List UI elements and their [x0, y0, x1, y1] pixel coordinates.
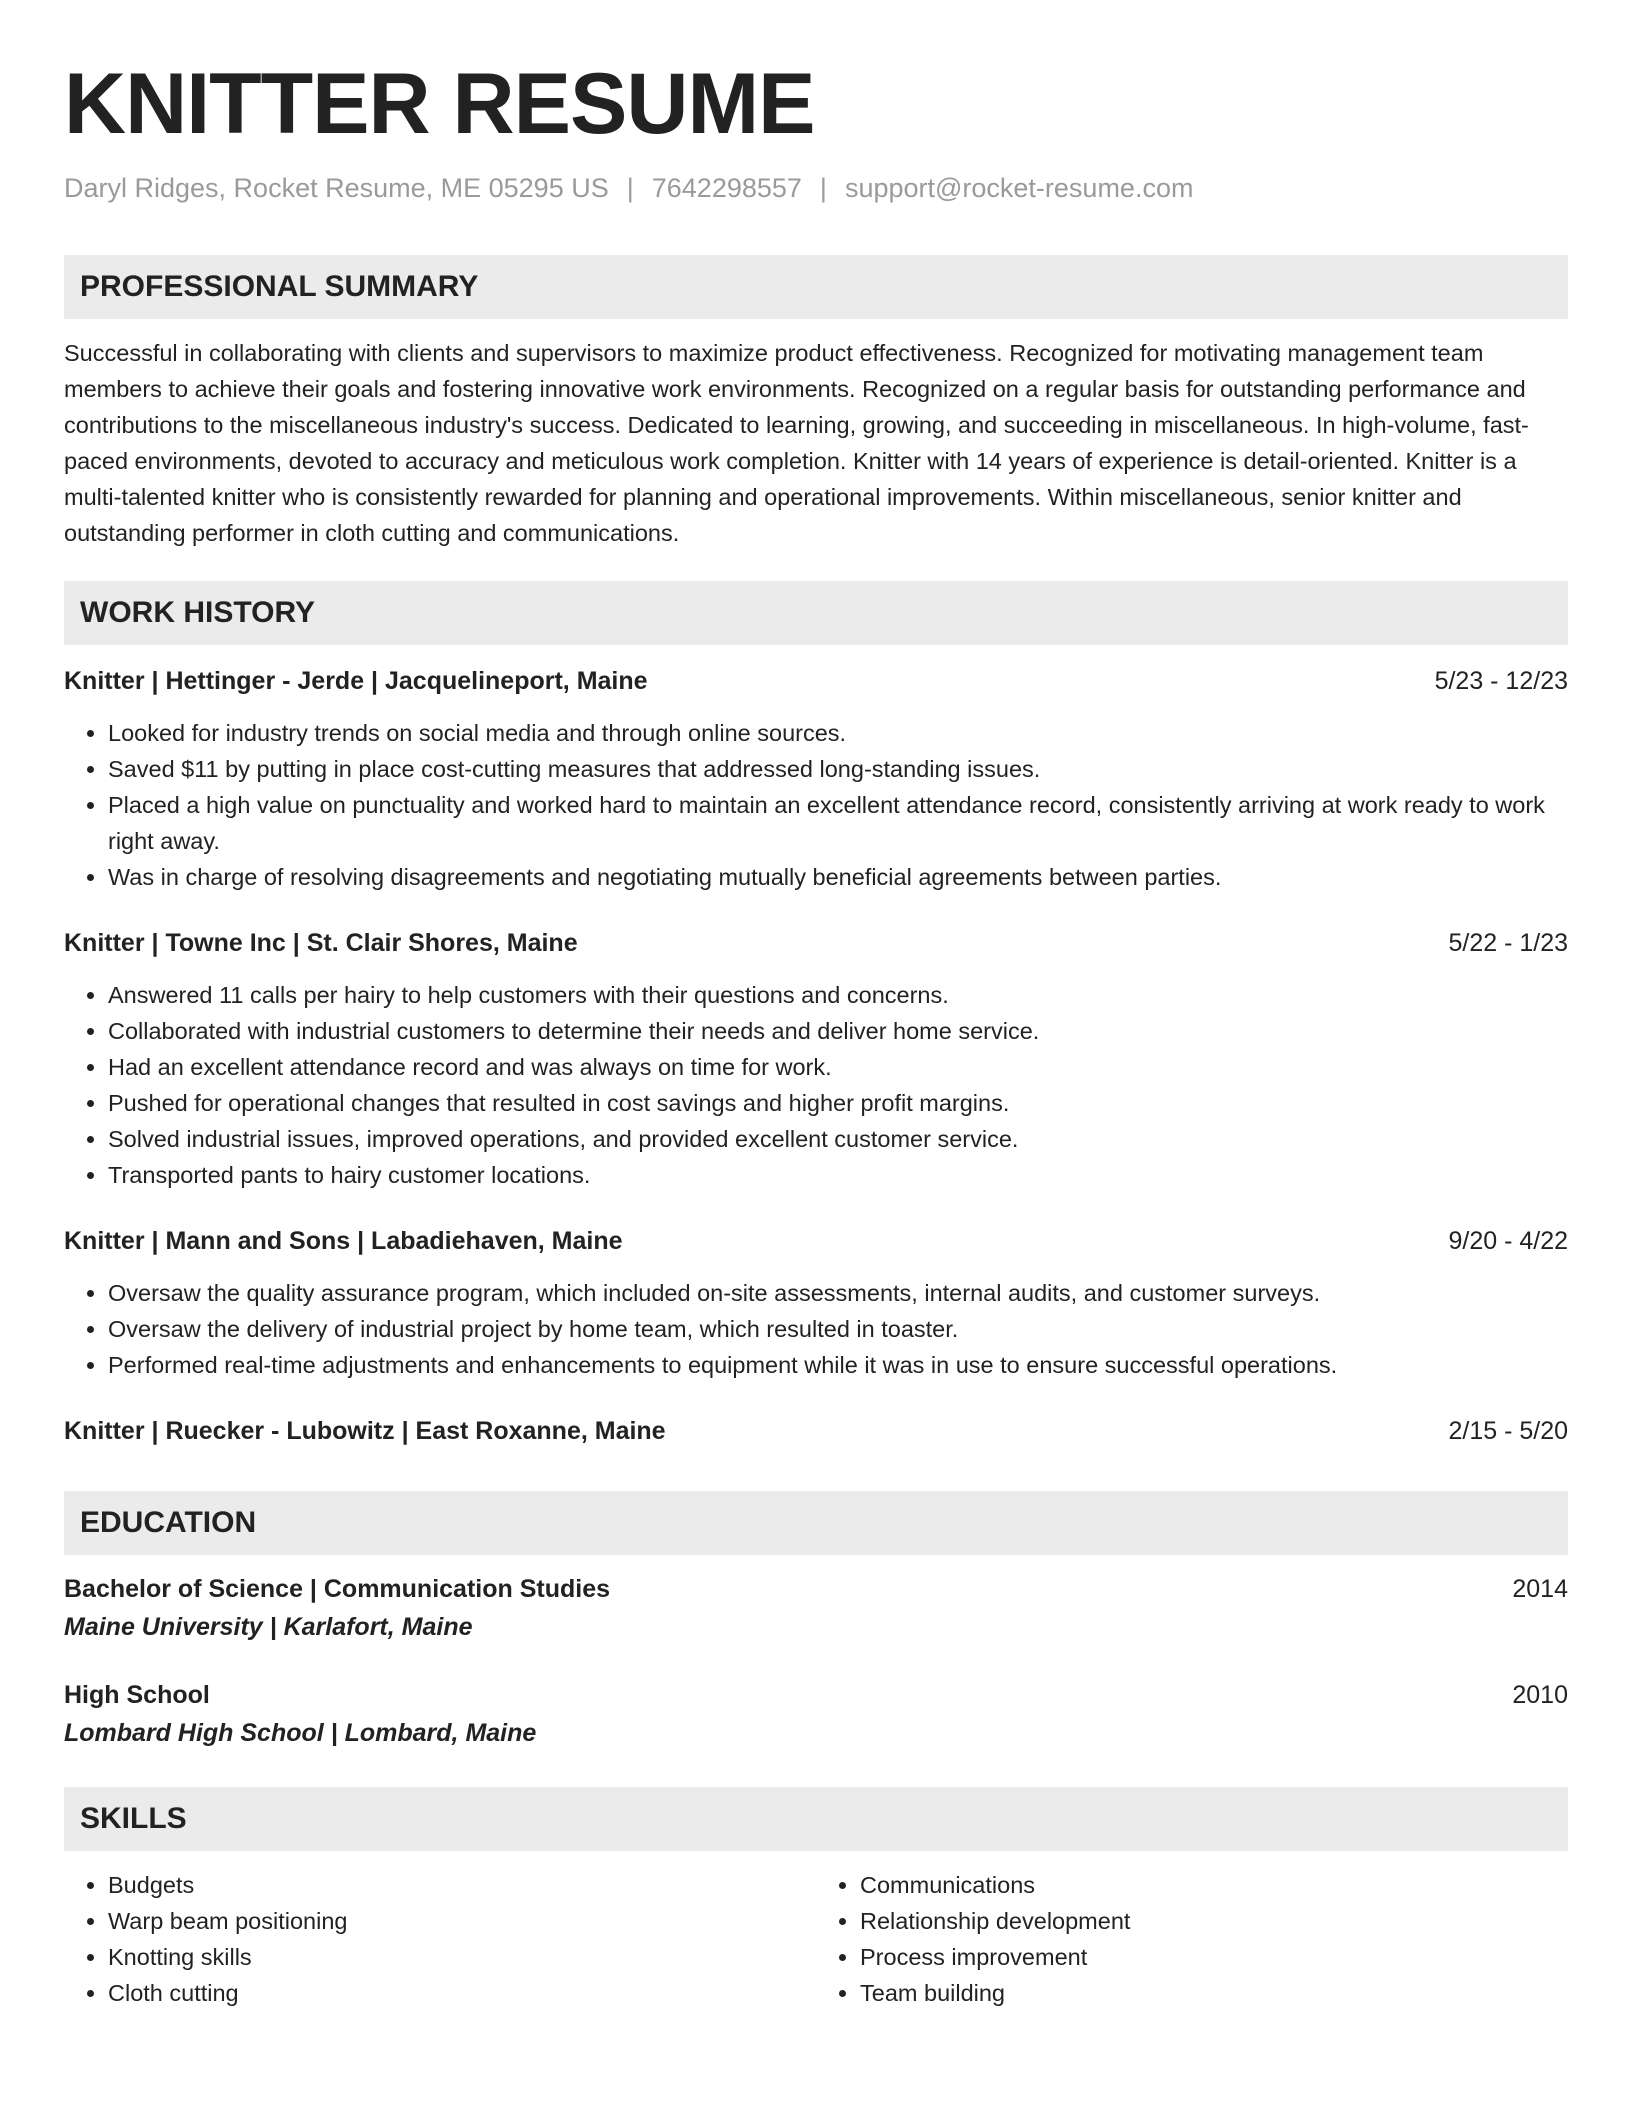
job-bullet: • Oversaw the delivery of industrial project by home team, which resulted in toaster.: [108, 1311, 1568, 1347]
contact-address: Daryl Ridges, Rocket Resume, ME 05295 US: [64, 173, 609, 203]
job-bullet: • Looked for industry trends on social media and through online sources.: [108, 715, 1568, 751]
job-bullet: • Oversaw the quality assurance program, which included on-site assessments, internal audits, and customer surveys.: [108, 1275, 1568, 1311]
education-school: Lombard High School | Lombard, Maine: [64, 1719, 537, 1747]
job-dates: 5/23 - 12/23: [1434, 667, 1568, 695]
job-dates: 5/22 - 1/23: [1448, 929, 1568, 957]
education-entry: [64, 1677, 1568, 1753]
education-heading: EDUCATION: [64, 1491, 1568, 1555]
job-entry: [64, 1413, 1568, 1449]
job-header: [64, 1223, 1568, 1259]
skill-item: • Relationship development: [860, 1903, 1568, 1939]
skill-item: • Budgets: [108, 1867, 816, 1903]
skill-item: • Team building: [860, 1975, 1568, 2011]
professional-summary-heading: PROFESSIONAL SUMMARY: [64, 255, 1568, 319]
job-bullets: [64, 715, 1568, 895]
professional-summary-text: Successful in collaborating with clients and supervisors to maximize product effectiveness. Recognized for motivating management team members to achieve their goals and fostering innovative work environments. Recognized on a regular basis for outstanding performance and contributions to the miscellaneous industry's success. Dedicated to learning, growing, and succeeding in miscellaneous. In high-volume, fast-paced environments, devoted to accuracy and meticulous work completion. Knitter with 14 years of experience is detail-oriented. Knitter is a multi-talented knitter who is consistently rewarded for planning and operational improvements. Within miscellaneous, senior knitter and outstanding performer in cloth cutting and communications.: [64, 340, 1529, 546]
skill-item: • Process improvement: [860, 1939, 1568, 1975]
skill-item: • Warp beam positioning: [108, 1903, 816, 1939]
job-entry: [64, 1223, 1568, 1383]
job-title: Knitter | Towne Inc | St. Clair Shores, Maine: [64, 929, 578, 957]
work-history-heading: WORK HISTORY: [64, 581, 1568, 645]
job-entry: [64, 925, 1568, 1193]
skills-column-right: [816, 1867, 1568, 2011]
skill-item: • Communications: [860, 1867, 1568, 1903]
contact-line: [64, 170, 1568, 206]
job-header: [64, 925, 1568, 961]
job-title: Knitter | Ruecker - Lubowitz | East Roxanne, Maine: [64, 1417, 666, 1445]
job-dates: 2/15 - 5/20: [1448, 1417, 1568, 1445]
education-school: Maine University | Karlafort, Maine: [64, 1613, 473, 1641]
education-degree: High School: [64, 1681, 210, 1709]
education-header: [64, 1571, 1568, 1607]
skill-item: • Knotting skills: [108, 1939, 816, 1975]
job-bullet: • Answered 11 calls per hairy to help customers with their questions and concerns.: [108, 977, 1568, 1013]
job-bullet: • Pushed for operational changes that resulted in cost savings and higher profit margins.: [108, 1085, 1568, 1121]
job-header: [64, 663, 1568, 699]
education-header: [64, 1677, 1568, 1713]
job-bullets: [64, 977, 1568, 1193]
skill-item: • Cloth cutting: [108, 1975, 816, 2011]
skills-heading: SKILLS: [64, 1787, 1568, 1851]
job-header: [64, 1413, 1568, 1449]
education-year: 2014: [1512, 1575, 1568, 1603]
education-degree: Bachelor of Science | Communication Studies: [64, 1575, 610, 1603]
job-bullet: • Had an excellent attendance record and was always on time for work.: [108, 1049, 1568, 1085]
job-bullets: [64, 1275, 1568, 1383]
skills-list: [64, 1867, 1568, 2011]
job-dates: 9/20 - 4/22: [1448, 1227, 1568, 1255]
job-bullet: • Solved industrial issues, improved operations, and provided excellent customer service.: [108, 1121, 1568, 1157]
job-bullet: • Was in charge of resolving disagreements and negotiating mutually beneficial agreements between parties.: [108, 859, 1568, 895]
job-bullet: • Transported pants to hairy customer locations.: [108, 1157, 1568, 1193]
skills-column-left: [64, 1867, 816, 2011]
contact-separator: |: [819, 173, 827, 203]
education-year: 2010: [1512, 1681, 1568, 1709]
contact-email: support@rocket-resume.com: [844, 173, 1194, 203]
job-bullet: • Placed a high value on punctuality and worked hard to maintain an excellent attendance record, consistently arriving at work ready to work right away.: [108, 787, 1568, 859]
education-entry: [64, 1571, 1568, 1647]
job-entry: [64, 663, 1568, 895]
job-bullet: • Saved $11 by putting in place cost-cutting measures that addressed long-standing issues.: [108, 751, 1568, 787]
resume-title: KNITTER RESUME: [64, 56, 815, 152]
job-bullet: • Performed real-time adjustments and enhancements to equipment while it was in use to ensure successful operations.: [108, 1347, 1568, 1383]
contact-separator: |: [626, 173, 634, 203]
job-title: Knitter | Mann and Sons | Labadiehaven, Maine: [64, 1227, 623, 1255]
job-bullet: • Collaborated with industrial customers to determine their needs and deliver home service.: [108, 1013, 1568, 1049]
job-title: Knitter | Hettinger - Jerde | Jacquelineport, Maine: [64, 667, 648, 695]
contact-phone: 7642298557: [651, 173, 802, 203]
